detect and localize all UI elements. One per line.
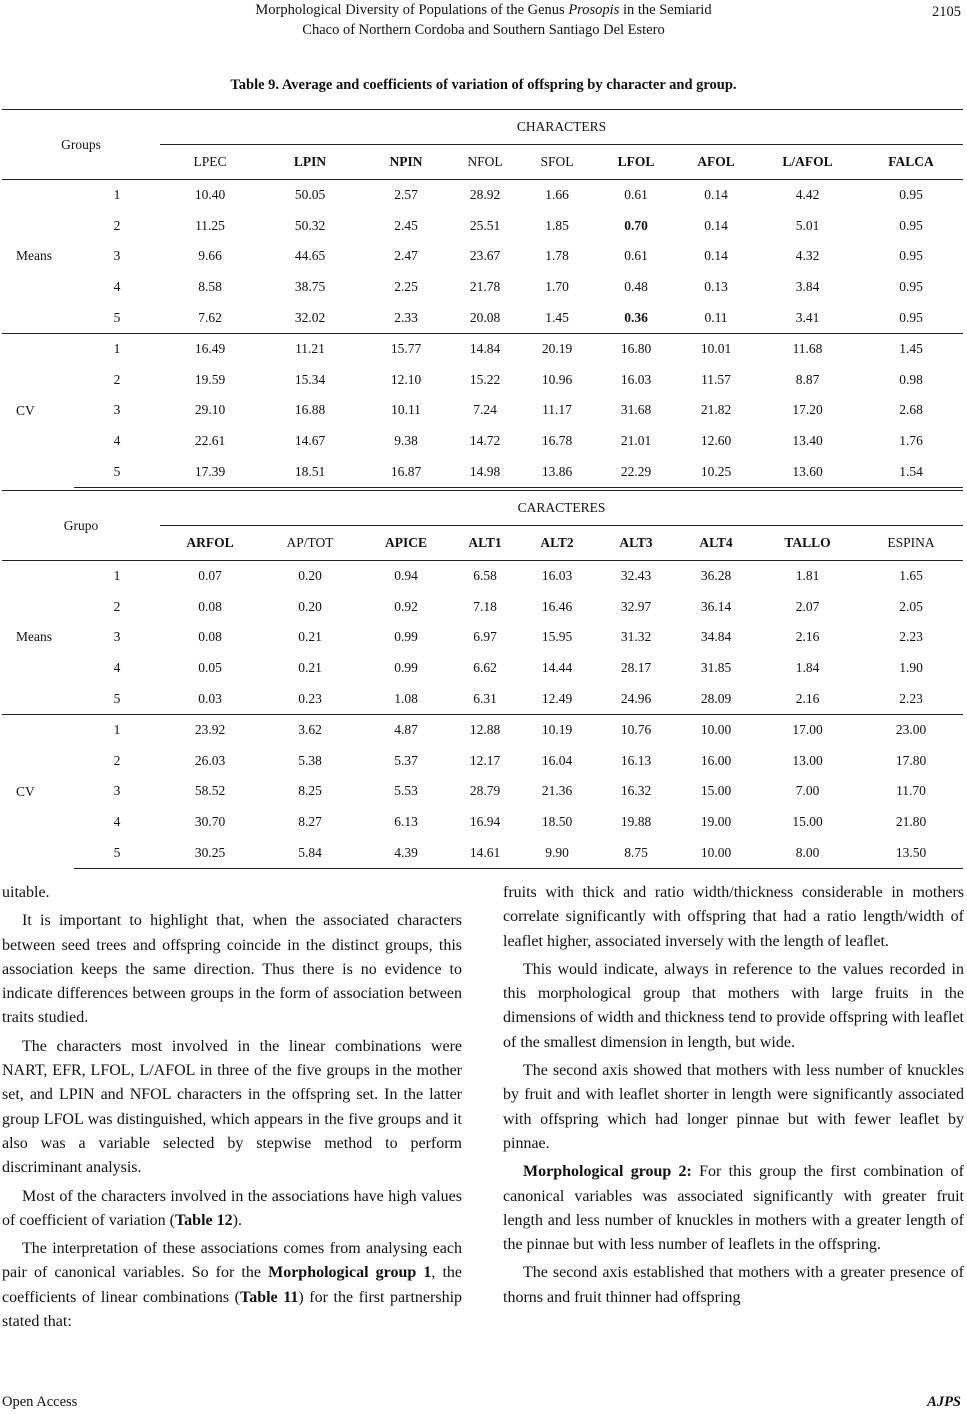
table-cell: 22.61: [194, 433, 226, 449]
table-cell: 0.20: [260, 561, 360, 592]
page-number: 2105: [932, 4, 961, 20]
table-cell: 12.17: [469, 752, 501, 768]
table-cell: 2.33: [360, 302, 452, 333]
table-row: [2, 837, 963, 868]
table-cell: 17.00: [756, 714, 859, 745]
table-row: [2, 365, 963, 396]
table-cell: 30.25: [160, 837, 260, 868]
table-cell: 1.84: [795, 660, 820, 676]
table-cell: 10.01: [676, 333, 756, 364]
table-part-2: [2, 490, 963, 869]
column-header: AFOL: [676, 145, 756, 180]
column-header: ALT4: [676, 526, 756, 561]
table-cell: 3.62: [260, 714, 360, 745]
table-cell: 0.61: [596, 180, 676, 211]
table-cell: 32.43: [596, 561, 676, 592]
table-cell: 11.21: [260, 333, 360, 364]
group-number: 3: [113, 402, 121, 418]
table-row: [2, 395, 963, 426]
table-cell: 21.78: [469, 279, 501, 295]
column-header: FALCA: [859, 145, 963, 180]
table-cell: 10.00: [676, 837, 756, 868]
table-cell: 17.20: [792, 402, 823, 418]
table-cell: 2.68: [899, 402, 923, 418]
footer-journal: AJPS: [927, 1394, 961, 1410]
table-cell: 1.66: [518, 180, 596, 211]
table-cell: 15.00: [792, 814, 823, 830]
table-cell: 6.97: [473, 629, 497, 645]
table-cell: 19.88: [620, 814, 652, 830]
group-number: 3: [113, 629, 121, 645]
table-cell: 0.98: [899, 371, 923, 387]
table-cell: 12.49: [518, 683, 596, 714]
table-cell: 0.48: [624, 279, 648, 295]
table-row: [2, 180, 963, 211]
table-cell: 28.17: [620, 660, 652, 676]
column-header: NFOL: [452, 145, 518, 180]
column-header: SFOL: [518, 145, 596, 180]
group-number: 5: [74, 837, 160, 868]
table-cell: 0.03: [160, 683, 260, 714]
table-cell: 1.45: [518, 302, 596, 333]
table-row: [2, 211, 963, 242]
table-cell: 0.14: [676, 180, 756, 211]
table-cell: 3.84: [795, 279, 820, 295]
table-cell: 16.80: [596, 333, 676, 364]
paragraph: Morphological group 2: For this group the first combination of canonical variables was associated significantly with greater fruit length and less number of knuckles in mothers with a greater length of the pinnae but with less number of leaflets in the offspring.: [503, 1163, 964, 1254]
table-cell: 16.00: [700, 752, 732, 768]
table-cell: 16.03: [620, 371, 652, 387]
running-head-subtitle: Chaco of Northern Cordoba and Southern Santiago Del Estero: [302, 22, 665, 38]
table-cell: 31.32: [620, 629, 652, 645]
table-cell: 32.97: [620, 598, 652, 614]
table-cell: 8.75: [596, 837, 676, 868]
table-cell: 15.34: [294, 371, 326, 387]
table-cell: 11.70: [896, 783, 926, 799]
table-cell: 0.07: [160, 561, 260, 592]
table-cell: 0.08: [198, 629, 222, 645]
means-label: Means: [2, 180, 74, 334]
table-cell: 16.32: [620, 783, 652, 799]
table-cell: 13.50: [859, 837, 963, 868]
group-column-header: Groups: [2, 110, 160, 180]
table-cell: 1.90: [899, 660, 923, 676]
table-cell: 0.94: [360, 561, 452, 592]
table-cell: 3.41: [756, 302, 859, 333]
column-header: ESPINA: [859, 526, 963, 561]
table-cell: 13.86: [518, 456, 596, 487]
column-header: TALLO: [756, 526, 859, 561]
column-header: ALT2: [518, 526, 596, 561]
table-cell: 14.84: [452, 333, 518, 364]
table-cell: 16.88: [294, 402, 326, 418]
column-header: APICE: [360, 526, 452, 561]
paragraph: The second axis showed that mothers with less number of knuckles by fruit and with leaflet shorter in length were significantly associated with offspring which had longer pinnae but with fewer leaflet by pinnae.: [503, 1062, 964, 1152]
table-row: [2, 272, 963, 303]
group-number: 2: [113, 217, 121, 233]
table-row: [2, 622, 963, 653]
table-cell: 44.65: [294, 248, 326, 264]
table-cell: 16.03: [518, 561, 596, 592]
table-cell: 15.77: [360, 333, 452, 364]
table-cell: 29.10: [194, 402, 226, 418]
table-caption: Table 9. Average and coefficients of variation of offspring by character and group.: [230, 77, 737, 93]
table-cell: 2.45: [394, 217, 418, 233]
table-cell: 16.94: [469, 814, 501, 830]
body-right-column: [503, 881, 964, 1310]
table-cell: 5.01: [795, 217, 820, 233]
table-cell: 0.11: [676, 302, 756, 333]
table-cell: 0.99: [394, 629, 418, 645]
group-number: 5: [74, 683, 160, 714]
table-cell: 10.96: [541, 371, 573, 387]
group-number: 3: [113, 248, 121, 264]
table-cell: 2.25: [394, 279, 418, 295]
table-cell: 10.00: [676, 714, 756, 745]
table-cell: 1.81: [756, 561, 859, 592]
table-cell: 38.75: [294, 279, 326, 295]
table-cell: 25.51: [469, 217, 501, 233]
group-number: 2: [113, 752, 121, 768]
table-cell: 12.10: [390, 371, 422, 387]
table-cell: 8.00: [756, 837, 859, 868]
table-cell: 28.92: [452, 180, 518, 211]
table-row: [2, 333, 963, 364]
table-cell: 9.90: [518, 837, 596, 868]
table-cell: 6.31: [452, 683, 518, 714]
table-cell: 20.08: [452, 302, 518, 333]
table-cell: 16.49: [160, 333, 260, 364]
table-cell: 2.16: [795, 629, 820, 645]
table-cell: 31.68: [620, 402, 652, 418]
group-number: 1: [74, 333, 160, 364]
paragraph: fruits with thick and ratio width/thickness considerable in mothers correlate significantly with offspring that had a ratio length/width of leaflet higher, associated inversely with the length of leaflet.: [503, 884, 964, 950]
column-header: ALT3: [596, 526, 676, 561]
table-cell: 0.36: [596, 302, 676, 333]
group-number: 4: [113, 433, 121, 449]
paragraph: This would indicate, always in reference to the values recorded in this morphological group that mothers with large fruits in the dimensions of width and thickness tend to provide offspring with leaflet of the smallest dimension in length, but wide.: [503, 960, 964, 1051]
paragraph: Most of the characters involved in the associations have high values of coefficient of variation (Table 12).: [2, 1187, 462, 1229]
table-cell: 0.95: [899, 248, 923, 264]
table-cell: 5.37: [394, 752, 418, 768]
column-header: ALT1: [452, 526, 518, 561]
table-cell: 1.78: [545, 248, 569, 264]
table-cell: 0.21: [298, 660, 322, 676]
table-cell: 0.61: [624, 248, 648, 264]
running-head-title: Morphological Diversity of Populations of the Genus Prosopis in the Semiarid: [255, 2, 712, 18]
paragraph: The second axis established that mothers with a greater presence of thorns and fruit thinner had offspring: [503, 1264, 964, 1306]
table-cell: 6.58: [452, 561, 518, 592]
table-row: [2, 807, 963, 838]
table-cell: 7.00: [795, 783, 820, 799]
table-cell: 21.36: [541, 783, 573, 799]
table-row: [2, 302, 963, 333]
table-cell: 0.95: [859, 302, 963, 333]
table-reference: Table 11: [240, 1288, 299, 1306]
table-cell: 4.39: [360, 837, 452, 868]
table-cell: 36.28: [676, 561, 756, 592]
table-cell: 4.87: [360, 714, 452, 745]
footer-open-access: Open Access: [2, 1394, 78, 1410]
table-cell: 17.80: [895, 752, 927, 768]
characters-header: CHARACTERS: [160, 110, 963, 145]
table-cell: 5.53: [394, 783, 418, 799]
table-cell: 26.03: [194, 752, 226, 768]
table-cell: 8.25: [298, 783, 322, 799]
table-reference: Table 12: [174, 1211, 233, 1229]
table-cell: 0.14: [704, 217, 728, 233]
table-cell: 9.66: [198, 248, 222, 264]
paragraph: It is important to highlight that, when the associated characters between seed trees and offspring coincide in the distinct groups, this association keeps the same direction. Thus there is no evidence to indicate differences between groups in the form of association between traits studied.: [2, 912, 462, 1027]
table-cell: 24.96: [596, 683, 676, 714]
group-number: 4: [113, 814, 121, 830]
table-row: [2, 456, 963, 487]
group-number: 4: [113, 279, 121, 295]
table-cell: 8.58: [198, 279, 222, 295]
table-cell: 20.19: [518, 333, 596, 364]
table-cell: 1.45: [859, 333, 963, 364]
table-cell: 11.17: [542, 402, 572, 418]
column-header: AP/TOT: [260, 526, 360, 561]
table-cell: 17.39: [160, 456, 260, 487]
table-cell: 2.07: [795, 598, 820, 614]
cv-label: CV: [2, 714, 74, 868]
table-cell: 7.62: [160, 302, 260, 333]
table-cell: 0.08: [198, 598, 222, 614]
table-cell: 2.23: [859, 683, 963, 714]
table-cell: 4.42: [756, 180, 859, 211]
cv-label: CV: [2, 333, 74, 487]
table-cell: 23.67: [469, 248, 501, 264]
table-cell: 0.21: [298, 629, 322, 645]
paragraph: The interpretation of these associations comes from analysing each pair of canonical variables. So for the Morphological group 1, the coefficients of linear combinations (Table 11) for the first partnership stated that:: [2, 1240, 463, 1331]
table-cell: 15.95: [541, 629, 573, 645]
table-cell: 1.85: [545, 217, 569, 233]
table-cell: 0.13: [704, 279, 728, 295]
table-cell: 31.85: [700, 660, 732, 676]
table-row: [2, 746, 963, 777]
table-row: [2, 776, 963, 807]
table-cell: 11.57: [701, 371, 731, 387]
table-cell: 23.00: [859, 714, 963, 745]
table-cell: 1.08: [360, 683, 452, 714]
group-number: 1: [74, 714, 160, 745]
table-cell: 8.87: [795, 371, 820, 387]
group-number: 5: [74, 302, 160, 333]
table-cell: 0.05: [198, 660, 222, 676]
table-cell: 50.05: [260, 180, 360, 211]
group-number: 3: [113, 783, 121, 799]
table-cell: 36.14: [700, 598, 732, 614]
table-cell: 28.09: [676, 683, 756, 714]
table-cell: 19.00: [700, 814, 732, 830]
table-cell: 18.51: [260, 456, 360, 487]
paragraph: The characters most involved in the linear combinations were NART, EFR, LFOL, L/AFOL in three of the five groups in the mother set, and LPIN and NFOL characters in the offspring set. In the latter group LFOL was distinguished, which appears in the five groups and it also was a variable selected by stepwise method to perform discriminant analysis.: [2, 1037, 462, 1177]
table-cell: 23.92: [160, 714, 260, 745]
table-cell: 14.67: [294, 433, 326, 449]
table-cell: 18.50: [541, 814, 573, 830]
table-row: [2, 714, 963, 745]
table-cell: 16.78: [541, 433, 573, 449]
table-cell: 6.13: [394, 814, 418, 830]
table-cell: 11.68: [756, 333, 859, 364]
table-cell: 22.29: [596, 456, 676, 487]
table-cell: 6.62: [473, 660, 497, 676]
table-row: [2, 561, 963, 592]
table-cell: 32.02: [260, 302, 360, 333]
table-cell: 1.70: [545, 279, 569, 295]
table-cell: 4.32: [795, 248, 820, 264]
table-cell: 10.19: [518, 714, 596, 745]
table-header-row: [2, 491, 963, 526]
table-cell: 10.76: [596, 714, 676, 745]
table-cell: 16.04: [541, 752, 573, 768]
group-number: 1: [74, 180, 160, 211]
table-cell: 8.27: [298, 814, 322, 830]
characters-header: CARACTERES: [160, 491, 963, 526]
table-cell: 14.44: [541, 660, 573, 676]
table-cell: 5.38: [298, 752, 322, 768]
table-row: [2, 426, 963, 457]
group-number: 4: [113, 660, 121, 676]
table-row: [2, 241, 963, 272]
table-cell: 34.84: [700, 629, 732, 645]
group-column-header: Grupo: [2, 491, 160, 561]
table-cell: 13.40: [792, 433, 823, 449]
table-cell: 13.00: [792, 752, 823, 768]
column-header: L/AFOL: [756, 145, 859, 180]
table-cell: 7.18: [473, 598, 497, 614]
paragraph: uitable.: [2, 884, 50, 901]
table-row: [2, 592, 963, 623]
group-number: 5: [74, 456, 160, 487]
column-header: NPIN: [360, 145, 452, 180]
table-cell: 19.59: [194, 371, 226, 387]
table-cell: 0.20: [298, 598, 322, 614]
table-cell: 1.65: [859, 561, 963, 592]
table-cell: 15.00: [700, 783, 732, 799]
table-cell: 7.24: [473, 402, 497, 418]
table-cell: 11.25: [195, 217, 225, 233]
table-cell: 16.46: [541, 598, 573, 614]
table-cell: 5.84: [260, 837, 360, 868]
table-cell: 28.79: [469, 783, 501, 799]
column-header: ARFOL: [160, 526, 260, 561]
table-cell: 21.80: [895, 814, 927, 830]
column-header: LFOL: [596, 145, 676, 180]
table-row: [2, 653, 963, 684]
column-header: LPIN: [260, 145, 360, 180]
table-cell: 58.52: [194, 783, 226, 799]
means-label: Means: [2, 561, 74, 715]
table-cell: 10.25: [676, 456, 756, 487]
table-cell: 0.99: [394, 660, 418, 676]
table-cell: 12.60: [700, 433, 732, 449]
table-cell: 2.05: [899, 598, 923, 614]
body-left-column: [2, 881, 462, 1334]
group-number: 2: [113, 598, 121, 614]
table-cell: 12.88: [452, 714, 518, 745]
table-cell: 30.70: [194, 814, 226, 830]
table-cell: 0.95: [859, 180, 963, 211]
table-cell: 50.32: [294, 217, 326, 233]
table-cell: 10.11: [391, 402, 421, 418]
table-cell: 14.98: [452, 456, 518, 487]
table-cell: 1.54: [859, 456, 963, 487]
table-cell: 2.57: [360, 180, 452, 211]
table-cell: 1.76: [899, 433, 923, 449]
table-cell: 16.13: [620, 752, 652, 768]
table-cell: 2.47: [394, 248, 418, 264]
table-cell: 13.60: [756, 456, 859, 487]
table-cell: 0.23: [260, 683, 360, 714]
column-header: LPEC: [160, 145, 260, 180]
table-cell: 9.38: [394, 433, 418, 449]
table-cell: 0.95: [899, 279, 923, 295]
table-cell: 21.01: [620, 433, 652, 449]
table-part-1: [2, 109, 963, 488]
table-cell: 14.72: [469, 433, 501, 449]
table-row: [2, 683, 963, 714]
table-cell: 15.22: [469, 371, 501, 387]
table-cell: 0.70: [624, 217, 648, 233]
table-cell: 16.87: [360, 456, 452, 487]
table-header-row: [2, 110, 963, 145]
table-cell: 21.82: [700, 402, 732, 418]
table-cell: 2.23: [899, 629, 923, 645]
table-cell: 14.61: [452, 837, 518, 868]
table-cell: 0.92: [394, 598, 418, 614]
table-cell: 0.95: [899, 217, 923, 233]
table-cell: 0.14: [704, 248, 728, 264]
group-number: 1: [74, 561, 160, 592]
group-number: 2: [113, 371, 121, 387]
table-cell: 2.16: [756, 683, 859, 714]
table-cell: 10.40: [160, 180, 260, 211]
